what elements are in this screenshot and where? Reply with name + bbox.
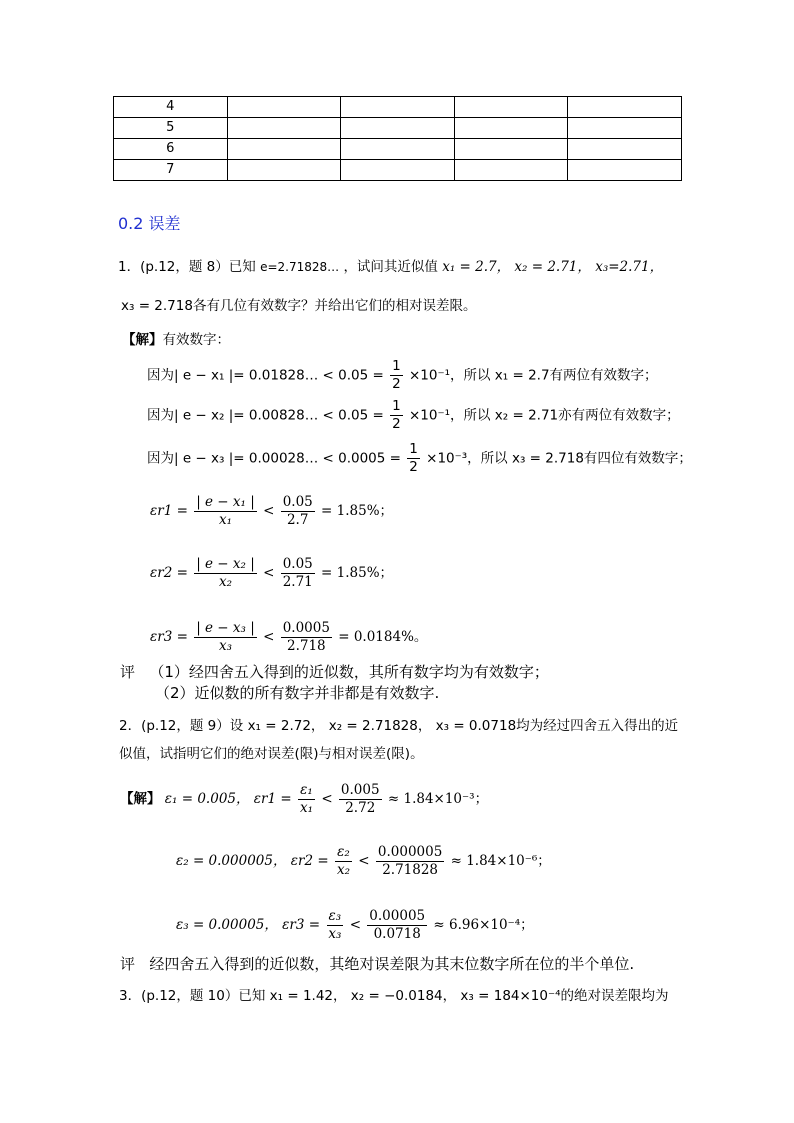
- table-cell: [568, 118, 682, 139]
- table-row: [114, 97, 682, 118]
- frac-den: x₁: [299, 800, 314, 816]
- table-cell: [227, 118, 341, 139]
- table-cell: [341, 118, 455, 139]
- solution-2-row-3: [176, 908, 534, 943]
- fraction: [407, 441, 420, 476]
- section-title: 0.2 误差: [118, 214, 181, 233]
- expr-text: <: [263, 565, 275, 581]
- table-row: [114, 160, 682, 181]
- solution-2-row-2: [176, 844, 551, 879]
- expr-text: ε₂ = 0.000005， εr2 =: [176, 853, 329, 869]
- expr-text: <: [321, 791, 333, 807]
- table-cell: [341, 139, 455, 160]
- expr-text: <: [349, 917, 361, 933]
- frac-num: 0.00005: [369, 908, 426, 924]
- table-cell: [227, 97, 341, 118]
- fraction: [281, 556, 315, 591]
- frac-den: 2: [409, 459, 418, 475]
- question-2-line-1: 2．(p.12，题 9）设 x₁ = 2.72， x₂ = 2.71828， x₃ = 0.0718均为经过四舍五入得出的近: [119, 718, 679, 734]
- data-table: [113, 96, 682, 181]
- q1-x3: x₃=2.71，: [595, 259, 664, 275]
- frac-num: | e − x₁ |: [196, 494, 255, 510]
- frac-den: 0.0718: [373, 926, 421, 942]
- expr-text: εr3 =: [150, 629, 188, 645]
- table-cell: 6: [114, 139, 228, 160]
- solution-label: 【解】: [122, 332, 163, 348]
- expr-text: 因为| e − x₂ |= 0.00828… < 0.05 =: [147, 407, 384, 424]
- fraction: [194, 556, 257, 591]
- expr-text: ≈ 1.84×10⁻³；: [387, 791, 489, 807]
- table-cell: [341, 160, 455, 181]
- frac-num: 0.05: [282, 494, 313, 510]
- q1-intro: 1．(p.12，题 8）已知: [118, 259, 256, 275]
- fraction: [390, 398, 403, 433]
- frac-num: ε₃: [328, 908, 342, 924]
- comment-label: 评: [120, 663, 136, 681]
- expr-text: ×10⁻¹，所以 x₁ = 2.7有两位有效数字；: [408, 367, 658, 384]
- expr-text: ≈ 6.96×10⁻⁴；: [433, 917, 534, 933]
- frac-den: x₂: [218, 574, 232, 590]
- table-row: [114, 139, 682, 160]
- table-cell: [568, 139, 682, 160]
- fraction: [367, 908, 427, 943]
- frac-den: x₁: [218, 512, 232, 528]
- frac-den: 2.72: [345, 800, 376, 816]
- frac-den: 2: [392, 416, 401, 432]
- q1-e-value: e=2.71828…: [260, 260, 340, 274]
- solution-1-row-1: [147, 358, 658, 393]
- fraction: [339, 782, 382, 817]
- frac-num: 1: [392, 358, 401, 374]
- frac-num: 0.000005: [377, 844, 443, 860]
- expr-text: εr1 =: [150, 503, 188, 519]
- frac-num: 1: [392, 398, 401, 414]
- expr-text: ×10⁻³，所以 x₃ = 2.718有四位有效数字；: [426, 450, 692, 467]
- frac-num: ε₁: [300, 782, 313, 798]
- comment-label: 评: [120, 955, 136, 973]
- fraction: [390, 358, 403, 393]
- relative-error-3: [150, 620, 427, 655]
- frac-den: x₃: [218, 638, 232, 654]
- frac-den: 2.718: [286, 638, 326, 654]
- frac-num: 0.0005: [282, 620, 330, 636]
- expr-text: <: [263, 503, 275, 519]
- comment-1-line-1: [120, 662, 549, 682]
- fraction: [326, 908, 343, 943]
- frac-den: 2.71: [282, 574, 313, 590]
- relative-error-2: [150, 556, 393, 591]
- fraction: [335, 844, 352, 879]
- table-cell: 7: [114, 160, 228, 181]
- expr-text: = 0.0184%。: [338, 629, 428, 645]
- table-cell: [227, 139, 341, 160]
- question-1-line-2: x₃ = 2.718各有几位有效数字？并给出它们的相对误差限。: [121, 298, 477, 314]
- expr-text: εr2 =: [150, 565, 188, 581]
- solution-1-topic: 有效数字：: [162, 332, 230, 348]
- fraction: [194, 620, 257, 655]
- frac-num: ε₂: [337, 844, 350, 860]
- comment-2: [120, 954, 634, 974]
- expr-text: ε₁ = 0.005， εr1 =: [164, 791, 292, 807]
- frac-den: 2.7: [286, 512, 309, 528]
- frac-den: 2: [392, 376, 401, 392]
- q1-x1: x₁ = 2.7，: [442, 259, 511, 275]
- table-cell: 4: [114, 97, 228, 118]
- table-row: [114, 118, 682, 139]
- frac-num: 0.05: [282, 556, 313, 572]
- comment-text: 经四舍五入得到的近似数，其绝对误差限为其末位数字所在位的半个单位.: [149, 955, 635, 973]
- question-3-line-1: 3．(p.12，题 10）已知 x₁ = 1.42， x₂ = −0.0184， x₃ = 184×10⁻⁴的绝对误差限均为: [119, 988, 669, 1004]
- expr-text: <: [263, 629, 275, 645]
- table-cell: [568, 97, 682, 118]
- solution-1-row-2: [147, 398, 680, 433]
- fraction: [194, 494, 257, 529]
- table-cell: [341, 97, 455, 118]
- expr-text: 因为| e − x₃ |= 0.00028… < 0.0005 =: [147, 450, 401, 467]
- fraction: [376, 844, 444, 879]
- solution-1-row-3: [147, 441, 692, 476]
- relative-error-1: [150, 494, 393, 529]
- table-cell: [568, 160, 682, 181]
- frac-num: 0.005: [340, 782, 380, 798]
- solution-1-heading: [122, 330, 230, 350]
- question-2-line-2: 似值，试指明它们的绝对误差(限)与相对误差(限)。: [119, 746, 424, 762]
- comment-1-line-2: （2）近似数的所有数字并非都是有效数字.: [155, 684, 440, 702]
- expr-text: ε₃ = 0.00005， εr3 =: [176, 917, 321, 933]
- expr-text: = 1.85%；: [321, 503, 394, 519]
- table-cell: [454, 160, 568, 181]
- comment-text: （1）经四舍五入得到的近似数，其所有数字均为有效数字；: [149, 663, 549, 681]
- frac-num: | e − x₂ |: [196, 556, 255, 572]
- question-1-line-1: [118, 257, 663, 277]
- expr-text: <: [358, 853, 370, 869]
- fraction: [281, 620, 332, 655]
- fraction: [298, 782, 315, 817]
- table-cell: [227, 160, 341, 181]
- solution-label: 【解】: [120, 791, 161, 807]
- table-cell: 5: [114, 118, 228, 139]
- expr-text: ≈ 1.84×10⁻⁶；: [450, 853, 551, 869]
- expr-text: ×10⁻¹，所以 x₂ = 2.71亦有两位有效数字；: [408, 407, 680, 424]
- solution-2-row-1: [120, 782, 488, 817]
- expr-text: = 1.85%；: [321, 565, 394, 581]
- q1-ask: ，试问其近似值: [343, 259, 438, 275]
- table-cell: [454, 97, 568, 118]
- expr-text: 因为| e − x₁ |= 0.01828… < 0.05 =: [147, 367, 384, 384]
- table-cell: [454, 139, 568, 160]
- frac-den: 2.71828: [382, 862, 439, 878]
- fraction: [281, 494, 315, 529]
- frac-den: x₂: [336, 862, 350, 878]
- frac-den: x₃: [328, 926, 342, 942]
- frac-num: 1: [409, 441, 418, 457]
- frac-num: | e − x₃ |: [196, 620, 255, 636]
- table-cell: [454, 118, 568, 139]
- q1-x2: x₂ = 2.71，: [514, 259, 591, 275]
